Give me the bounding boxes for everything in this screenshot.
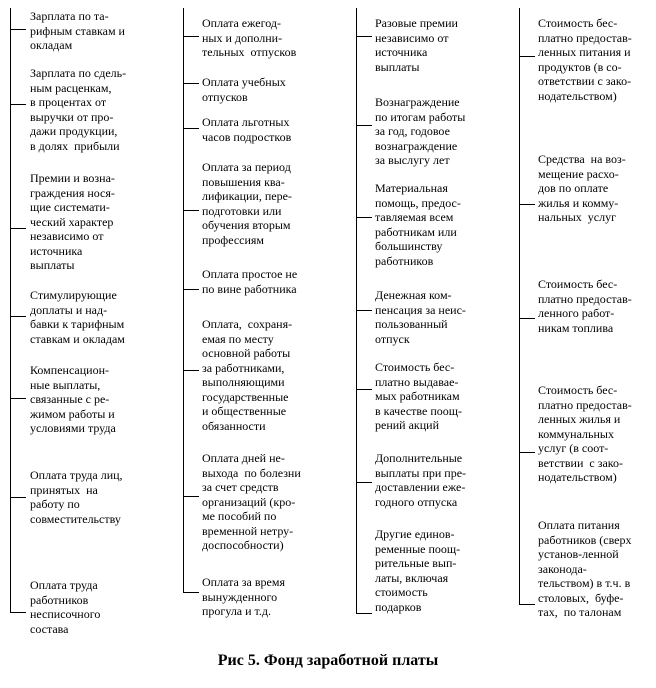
column-1-tick xyxy=(10,228,26,229)
fund-item: Дополнительные выплаты при пре- доставлении еже- годного отпуска xyxy=(375,451,467,509)
column-1-tick xyxy=(10,497,26,498)
fund-item: Оплата труда лиц, принятых на работу по совместительству xyxy=(30,468,123,526)
column-1-tick xyxy=(10,29,26,30)
fund-item: Оплата труда работников несписочного состава xyxy=(30,578,101,636)
column-2-tick xyxy=(183,289,199,290)
column-2-tick xyxy=(183,370,199,371)
column-1-tick xyxy=(10,612,26,613)
column-4-tick xyxy=(519,452,535,453)
fund-item: Оплата за период повышения ква- лификации, пере- подготовки или обучения вторым профессиям xyxy=(202,160,292,247)
fund-item: Премии и возна- граждения нося- щие системати- ческий характер независимо от источника выплаты xyxy=(30,171,115,272)
fund-item: Оплата ежегод- ных и дополни- тельных отпусков xyxy=(202,16,297,59)
fund-item: Зарплата по та- рифным ставкам и окладам xyxy=(30,9,125,52)
fund-item: Стимулирующие доплаты и над- бавки к тарифным ставкам и окладам xyxy=(30,288,125,346)
column-2-tick xyxy=(183,36,199,37)
column-2-tick xyxy=(183,496,199,497)
fund-item: Денежная ком- пенсация за неис- пользованный отпуск xyxy=(375,288,466,346)
fund-item: Оплата простое не по вине работника xyxy=(202,267,298,296)
column-2-tick xyxy=(183,128,199,129)
fund-item: Оплата льготных часов подростков xyxy=(202,115,292,144)
fund-item: Оплата учебных отпусков xyxy=(202,75,286,104)
column-2-tick xyxy=(183,210,199,211)
column-4-tick xyxy=(519,318,535,319)
column-1-tick xyxy=(10,398,26,399)
fund-item: Стоимость бес- платно предостав- ленных питания и продуктов (в со- ответствии с зако- нодательством) xyxy=(538,16,632,103)
column-4-tick xyxy=(519,56,535,57)
fund-item: Оплата, сохраня- емая по месту основной работы за работниками, выполняющими государственные и общественные обязанности xyxy=(202,317,293,433)
fund-item: Стоимость бес- платно выдавае- мых работникам в качестве поощ- рений акций xyxy=(375,360,462,432)
column-3-tick xyxy=(356,217,372,218)
column-3-tick xyxy=(356,310,372,311)
fund-item: Стоимость бес- платно предостав- ленных жилья и коммунальных услуг (в соот- ветствии с зако- нодательством) xyxy=(538,383,632,484)
fund-item: Разовые премии независимо от источника выплаты xyxy=(375,16,458,74)
fund-item: Оплата за время вынужденного прогула и т.д. xyxy=(202,575,285,618)
column-2-tick xyxy=(183,592,199,593)
column-3-tick xyxy=(356,125,372,126)
fund-item: Оплата питания работников (сверх установ-ленной законода- тельством) в т.ч. в столовых, буфе- тах, по талонам xyxy=(538,518,632,619)
column-4-tick xyxy=(519,604,535,605)
fund-item: Оплата дней не- выхода по болезни за счет средств организаций (кро- ме пособий по временной нетру- доспособности) xyxy=(202,451,301,552)
column-4-axis xyxy=(519,8,520,605)
column-1-axis xyxy=(10,8,11,613)
column-1-tick xyxy=(10,316,26,317)
fund-item: Другие единов- ременные поощ- рительные вып- латы, включая стоимость подарков xyxy=(375,527,461,614)
column-3-tick xyxy=(356,482,372,483)
fund-item: Зарплата по сдель- ным расценкам, в процентах от выручки от про- дажи продукции, в долях прибыли xyxy=(30,66,127,153)
fund-item: Средства на воз- мещение расхо- дов по оплате жилья и комму- нальных услуг xyxy=(538,152,626,224)
fund-item: Стоимость бес- платно предостав- ленного работ- никам топлива xyxy=(538,277,632,335)
column-3-axis xyxy=(356,8,357,614)
fund-item: Материальная помощь, предос- тавляемая всем работникам или большинству работников xyxy=(375,181,461,268)
column-3-tick xyxy=(356,389,372,390)
column-2-tick xyxy=(183,83,199,84)
column-3-tick xyxy=(356,36,372,37)
column-2-axis xyxy=(183,8,184,593)
column-4-tick xyxy=(519,204,535,205)
fund-item: Вознаграждение по итогам работы за год, годовое вознаграждение за выслугу лет xyxy=(375,95,466,167)
column-3-tick xyxy=(356,613,372,614)
figure-caption: Рис 5. Фонд заработной платы xyxy=(217,652,439,669)
fund-item: Компенсацион- ные выплаты, связанные с ре- жимом работы и условиями труда xyxy=(30,363,116,435)
column-1-tick xyxy=(10,104,26,105)
